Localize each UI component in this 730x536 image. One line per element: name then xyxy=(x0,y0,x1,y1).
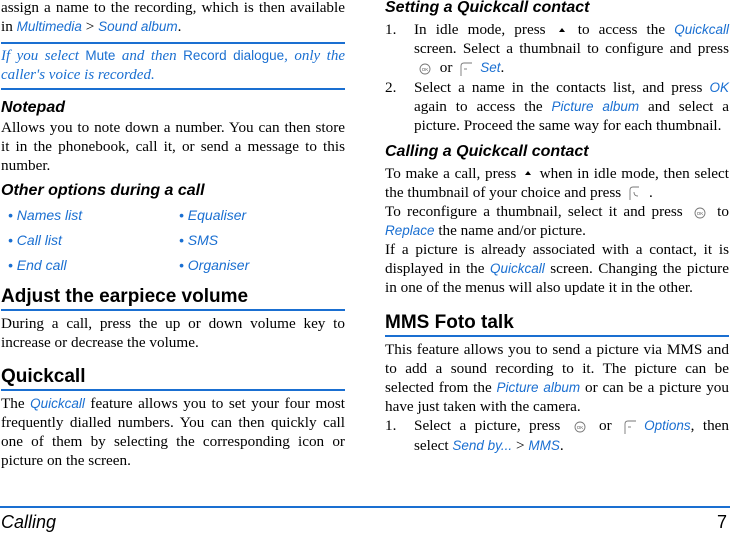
intro-end: . xyxy=(177,18,182,35)
left-softkey-icon xyxy=(620,418,644,436)
picture-album-term: Picture album xyxy=(551,98,640,114)
send-by-term: Send by... xyxy=(452,437,513,453)
step-part: to access the xyxy=(568,21,675,38)
calling-part: to xyxy=(710,203,729,221)
left-softkey-icon xyxy=(456,60,480,78)
calling-part: screen. Changing the picture in one of the menus will also update it in the other. xyxy=(385,260,729,297)
note-part: If you select xyxy=(1,48,86,64)
note-text xyxy=(1,46,345,85)
note-part: , only the caller's voice is recorded. xyxy=(1,48,346,83)
intro-paragraph xyxy=(1,0,345,36)
quickcall-text: The xyxy=(1,395,31,412)
multimedia-link: Multimedia xyxy=(16,19,82,34)
sound-album-link: Sound album xyxy=(98,19,178,34)
step-part: In idle mode, press xyxy=(414,21,555,38)
calling-part: To make a call, press xyxy=(385,164,521,182)
other-options-heading: Other options during a call xyxy=(1,182,205,199)
replace-term: Replace xyxy=(385,223,435,239)
setting-quickcall-heading: Setting a Quickcall contact xyxy=(385,0,590,16)
up-arrow-key-icon xyxy=(555,25,569,37)
quickcall-body xyxy=(1,394,345,470)
ok-key-icon xyxy=(689,205,711,221)
set-term: Set xyxy=(480,60,501,75)
quickcall-heading: Quickcall xyxy=(1,365,345,391)
step-part: again to access the xyxy=(414,97,552,115)
notepad-heading: Notepad xyxy=(1,99,65,116)
options-term: Options xyxy=(644,418,691,434)
step-part: Select a picture, press xyxy=(414,417,569,435)
call-key-icon xyxy=(625,184,649,202)
calling-part: the name and/or picture. xyxy=(434,222,586,240)
step-number: 1. xyxy=(385,417,397,435)
mms-part: This feature allows you to send a picture via MMS and to add a sound recording to it. The picture can be selected from the xyxy=(385,341,729,397)
earpiece-heading: Adjust the earpiece volume xyxy=(1,285,345,311)
step-part: , then select xyxy=(414,417,730,454)
step-part: . xyxy=(559,436,564,454)
options-list xyxy=(1,201,345,277)
note-box xyxy=(1,42,345,90)
footer-chapter-title: Calling xyxy=(1,512,57,532)
step-part: Select a name in the contacts list, and press xyxy=(414,78,710,96)
notepad-body: Allows you to note down a number. You can then store it in the phonebook, call it, or send a message to this number. xyxy=(1,119,345,174)
option-sms: • SMS xyxy=(179,232,219,248)
step-part: or xyxy=(590,417,621,435)
right-column xyxy=(385,0,729,455)
calling-part: when in idle mode, then select the thumbnail of your choice and press xyxy=(385,164,729,201)
mms-part: or can be a picture you have just taken with the camera. xyxy=(385,379,729,416)
option-names-list: • Names list xyxy=(8,207,83,223)
step-number: 1. xyxy=(385,21,397,38)
option-end-call: • End call xyxy=(8,257,67,273)
svg-text:OK: OK xyxy=(421,66,429,72)
calling-part: If a picture is already associated with a contact, it is displayed in the xyxy=(385,241,729,278)
step-part: . xyxy=(500,59,505,76)
up-arrow-key-icon xyxy=(521,168,535,180)
ok-key-icon xyxy=(414,61,436,77)
setting-step-1 xyxy=(385,20,729,78)
quickcall-term: Quickcall xyxy=(30,396,85,411)
calling-paragraph-2 xyxy=(385,202,729,240)
step-part: or xyxy=(436,59,457,76)
mms-paragraph xyxy=(385,340,729,416)
option-call-list: • Call list xyxy=(8,232,62,248)
step-number: 2. xyxy=(385,78,397,96)
footer-page-number: 7 xyxy=(716,512,727,532)
note-mute-term: Mute xyxy=(85,48,116,63)
setting-step-2 xyxy=(385,78,729,135)
earpiece-body: During a call, press the up or down volume key to increase or decrease the volume. xyxy=(1,315,345,351)
ok-term: OK xyxy=(709,79,729,95)
quickcall-term: Quickcall xyxy=(674,22,729,37)
left-column xyxy=(1,0,345,470)
quickcall-text: feature allows you to set your four most frequently dialled numbers. You can then quickly call one of them by selecting the corresponding icon or picture on the screen. xyxy=(1,395,345,469)
step-text xyxy=(414,78,729,135)
picture-album-term: Picture album xyxy=(496,380,581,396)
calling-part: . xyxy=(648,183,653,201)
step-part: and select a picture. Proceed the same way for each thumbnail. xyxy=(414,97,729,134)
calling-paragraph-1 xyxy=(385,164,729,203)
step-part: screen. Select a thumbnail to configure and press xyxy=(414,40,729,57)
ok-key-icon xyxy=(569,419,591,435)
svg-text:OK: OK xyxy=(576,424,583,430)
option-equaliser: • Equaliser xyxy=(179,207,247,223)
quickcall-term: Quickcall xyxy=(489,261,545,277)
option-organiser: • Organiser xyxy=(179,257,250,273)
intro-text: assign a name to the recording, which is then available in xyxy=(1,0,345,35)
step-text xyxy=(414,20,729,78)
calling-quickcall-heading: Calling a Quickcall contact xyxy=(385,142,589,160)
step-part: > xyxy=(512,436,529,454)
note-record-term: Record dialogue xyxy=(183,48,285,63)
calling-part: To reconfigure a thumbnail, select it and press xyxy=(385,203,689,221)
mms-term: MMS xyxy=(528,437,560,453)
footer-rule xyxy=(0,506,730,508)
note-part: and then xyxy=(115,48,184,64)
mms-step-1 xyxy=(385,416,729,455)
calling-paragraph-3 xyxy=(385,240,729,297)
svg-text:OK: OK xyxy=(696,210,704,216)
mms-foto-talk-heading: MMS Foto talk xyxy=(385,311,729,337)
intro-separator: > xyxy=(81,18,99,35)
step-text xyxy=(414,416,729,455)
